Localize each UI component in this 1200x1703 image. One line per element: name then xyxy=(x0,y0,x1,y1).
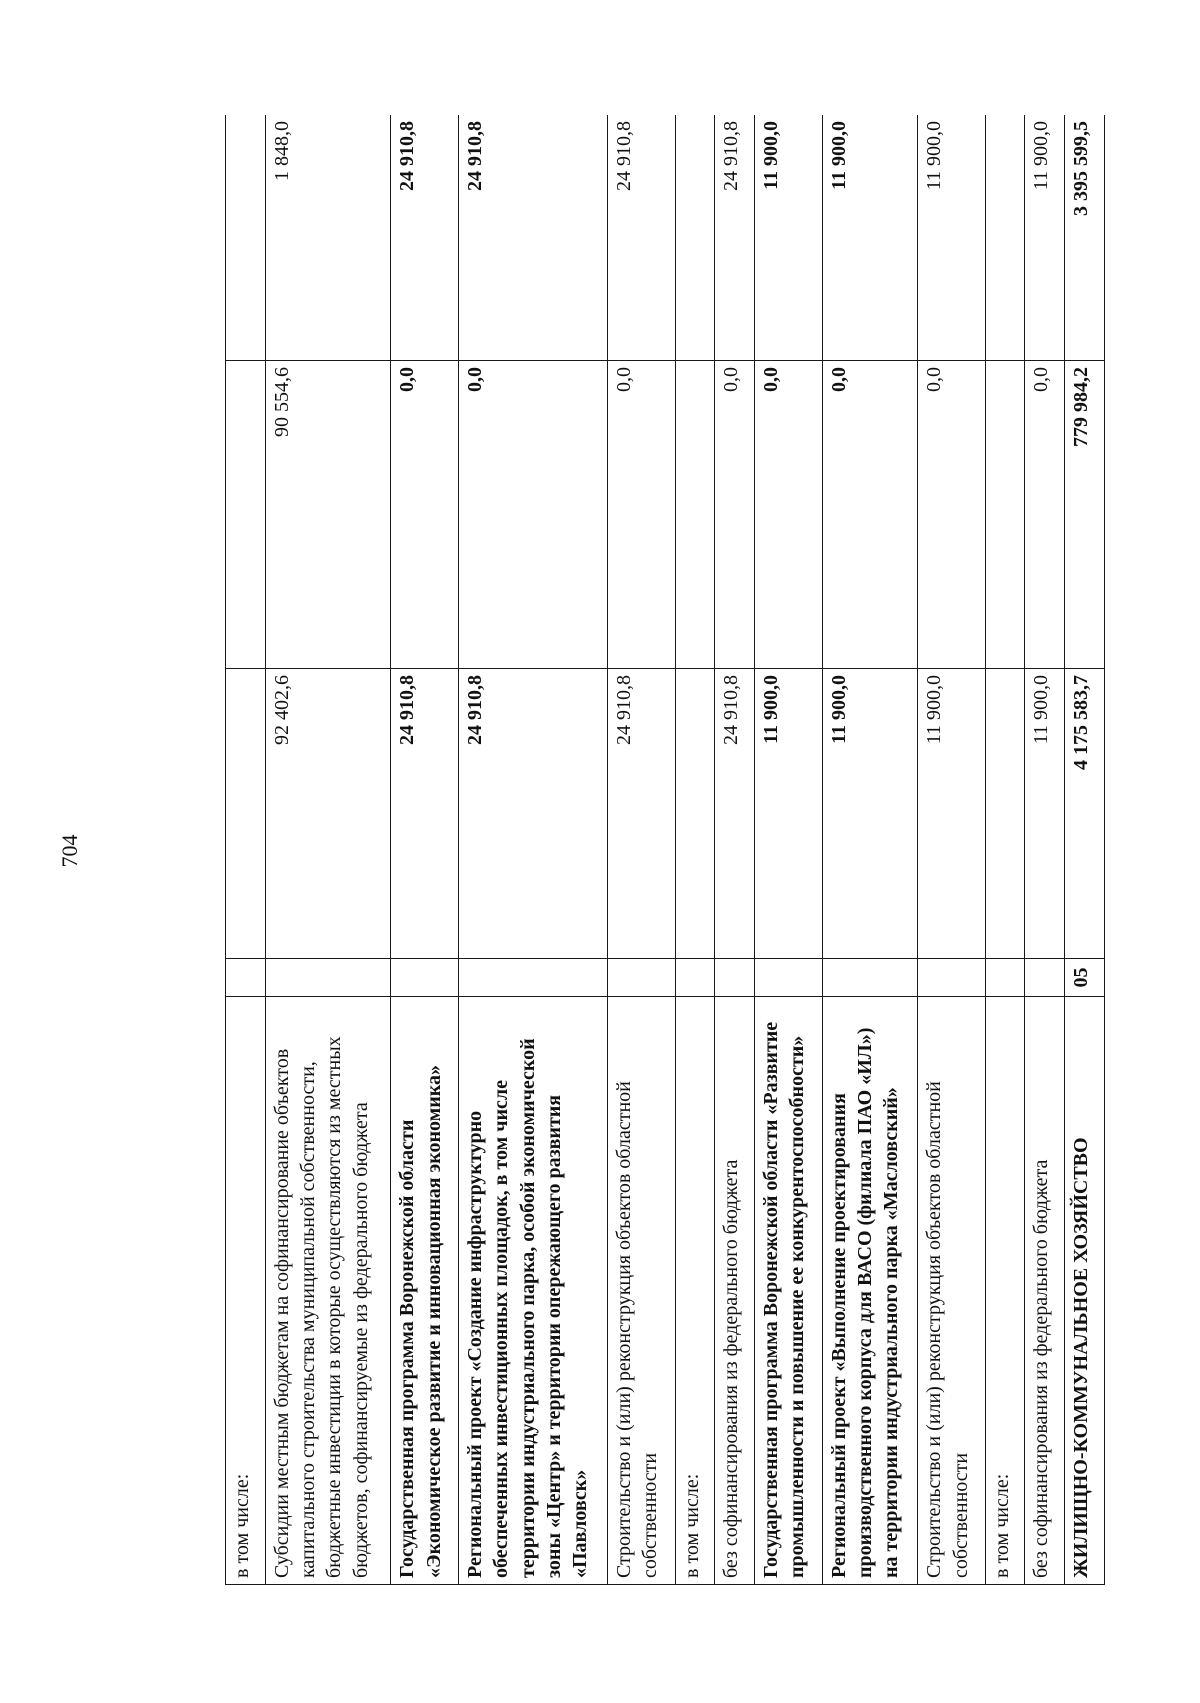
table-row xyxy=(608,115,676,1585)
row-name: в том числе: xyxy=(226,997,266,1585)
row-federal: 0,0 xyxy=(1025,361,1065,669)
row-federal: 0,0 xyxy=(715,361,755,669)
row-total: 11 900,0 xyxy=(918,669,986,959)
row-code xyxy=(1025,959,1065,997)
row-federal: 0,0 xyxy=(391,361,459,669)
row-total: 24 910,8 xyxy=(391,669,459,959)
row-federal: 779 984,2 xyxy=(1065,361,1105,669)
row-regional: 11 900,0 xyxy=(755,115,823,361)
budget-table xyxy=(225,115,1105,1585)
row-code xyxy=(822,959,918,997)
row-total: 92 402,6 xyxy=(265,669,391,959)
row-federal: 0,0 xyxy=(458,361,607,669)
row-total: 11 900,0 xyxy=(822,669,918,959)
row-code xyxy=(918,959,986,997)
row-regional: 24 910,8 xyxy=(608,115,676,361)
row-code xyxy=(755,959,823,997)
row-name: Государственная программа Воронежской области «Экономическое развитие и инновационная экономика» xyxy=(391,997,459,1585)
row-total xyxy=(675,669,715,959)
row-name: Строительство и (или) реконструкция объектов областной собственности xyxy=(608,997,676,1585)
table-row xyxy=(265,115,391,1585)
row-name: в том числе: xyxy=(985,997,1025,1585)
row-code xyxy=(675,959,715,997)
table-row xyxy=(1025,115,1065,1585)
table-row xyxy=(985,115,1025,1585)
row-code xyxy=(715,959,755,997)
row-total: 24 910,8 xyxy=(608,669,676,959)
table-row xyxy=(715,115,755,1585)
row-name: Строительство и (или) реконструкция объектов областной собственности xyxy=(918,997,986,1585)
row-name: ЖИЛИЩНО-КОММУНАЛЬНОЕ ХОЗЯЙСТВО xyxy=(1065,997,1105,1585)
row-regional: 11 900,0 xyxy=(822,115,918,361)
row-code xyxy=(985,959,1025,997)
row-code xyxy=(608,959,676,997)
row-code xyxy=(458,959,607,997)
table-row xyxy=(391,115,459,1585)
row-federal: 0,0 xyxy=(822,361,918,669)
budget-table-container xyxy=(225,115,1105,1585)
row-regional: 11 900,0 xyxy=(1025,115,1065,361)
table-row xyxy=(1065,115,1105,1585)
row-name: Государственная программа Воронежской области «Развитие промышленности и повышение ее конкурентоспособности» xyxy=(755,997,823,1585)
table-row xyxy=(226,115,266,1585)
row-total: 11 900,0 xyxy=(755,669,823,959)
table-row xyxy=(755,115,823,1585)
row-regional xyxy=(226,115,266,361)
row-regional xyxy=(675,115,715,361)
row-total: 4 175 583,7 xyxy=(1065,669,1105,959)
table-row xyxy=(675,115,715,1585)
row-name: Региональный проект «Выполнение проектирования производственного корпуса для ВАСО (филиала ПАО «ИЛ») на территории индустриального парка «Масловский» xyxy=(822,997,918,1585)
row-name: без софинансирования из федерального бюджета xyxy=(1025,997,1065,1585)
row-code xyxy=(226,959,266,997)
row-regional xyxy=(985,115,1025,361)
row-regional: 24 910,8 xyxy=(715,115,755,361)
row-code: 05 xyxy=(1065,959,1105,997)
row-federal: 0,0 xyxy=(608,361,676,669)
row-total: 24 910,8 xyxy=(458,669,607,959)
row-federal xyxy=(985,361,1025,669)
row-total: 11 900,0 xyxy=(1025,669,1065,959)
row-regional: 3 395 599,5 xyxy=(1065,115,1105,361)
row-total xyxy=(985,669,1025,959)
row-federal: 90 554,6 xyxy=(265,361,391,669)
row-code xyxy=(265,959,391,997)
table-row xyxy=(822,115,918,1585)
row-name: Субсидии местным бюджетам на софинансирование объектов капитального строительства муниципальной собственности, бюджетные инвестиции в которые осуществляются из местных бюджетов, софинансируемые из федерального бюджета xyxy=(265,997,391,1585)
row-name: в том числе: xyxy=(675,997,715,1585)
table-row xyxy=(918,115,986,1585)
row-regional: 1 848,0 xyxy=(265,115,391,361)
budget-table-rotated xyxy=(225,115,1105,1585)
row-name: без софинансирования из федерального бюджета xyxy=(715,997,755,1585)
row-federal xyxy=(226,361,266,669)
row-total xyxy=(226,669,266,959)
row-total: 24 910,8 xyxy=(715,669,755,959)
row-regional: 24 910,8 xyxy=(391,115,459,361)
row-regional: 24 910,8 xyxy=(458,115,607,361)
row-regional: 11 900,0 xyxy=(918,115,986,361)
row-federal: 0,0 xyxy=(755,361,823,669)
page-number: 704 xyxy=(57,834,82,868)
row-code xyxy=(391,959,459,997)
row-federal xyxy=(675,361,715,669)
row-federal: 0,0 xyxy=(918,361,986,669)
row-name: Региональный проект «Создание инфраструктурно обеспеченных инвестиционных площадок, в том числе территории индустриального парка, особой экономической зоны «Центр» и территории опережающего развития «Павловск» xyxy=(458,997,607,1585)
table-row xyxy=(458,115,607,1585)
